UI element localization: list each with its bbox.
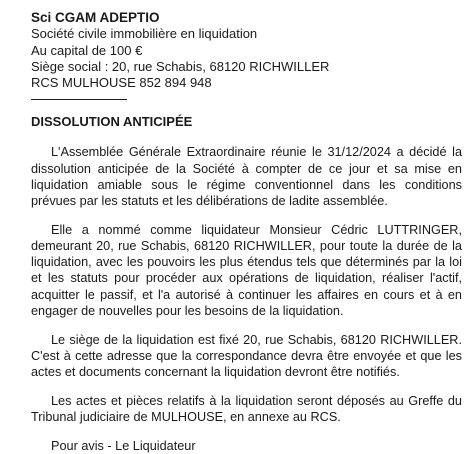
signature: Pour avis - Le Liquidateur bbox=[51, 438, 196, 453]
capital: Au capital de 100 € bbox=[31, 42, 143, 58]
paragraph-dissolution: L'Assemblée Générale Extraordinaire réunie le 31/12/2024 a décidé la dissolution anticipée de la Société à compter de ce jour et sa mise en liquidation amiable sous le régime conventionnel dans les conditions prévues par les statuts et les délibérations de ladite assemblée. bbox=[31, 145, 462, 209]
registered-address: Siège social : 20, rue Schabis, 68120 RICHWILLER bbox=[31, 58, 330, 74]
paragraph-liquidation-seat: Le siège de la liquidation est fixé 20, rue Schabis, 68120 RICHWILLER. C'est à cette adresse que la correspondance devra être envoyée et que les actes et documents concernant la liquidation devront être notifiés. bbox=[31, 332, 462, 379]
company-name: Sci CGAM ADEPTIO bbox=[31, 10, 160, 25]
company-header bbox=[31, 10, 462, 91]
header-divider bbox=[31, 99, 127, 100]
legal-form: Société civile immobilière en liquidation bbox=[31, 26, 258, 42]
notice-title: DISSOLUTION ANTICIPÉE bbox=[31, 114, 193, 130]
paragraph-filing: Les actes et pièces relatifs à la liquidation seront déposés au Greffe du Tribunal judiciaire de MULHOUSE, en annexe au RCS. bbox=[31, 393, 462, 424]
paragraph-liquidator: Elle a nommé comme liquidateur Monsieur Cédric LUTTRINGER, demeurant 20, rue Schabis, 68120 RICHWILLER, pour toute la durée de la liquidation, avec les pouvoirs les plus étendus tels que déterminés par la loi et les statuts pour procéder aux opérations de liquidation, réaliser l'actif, acquitter le passif, et l'a autorisé à continuer les affaires en cours et à en engager de nouvelles pour les besoins de la liquidation. bbox=[31, 222, 462, 318]
rcs-registration: RCS MULHOUSE 852 894 948 bbox=[31, 75, 212, 91]
